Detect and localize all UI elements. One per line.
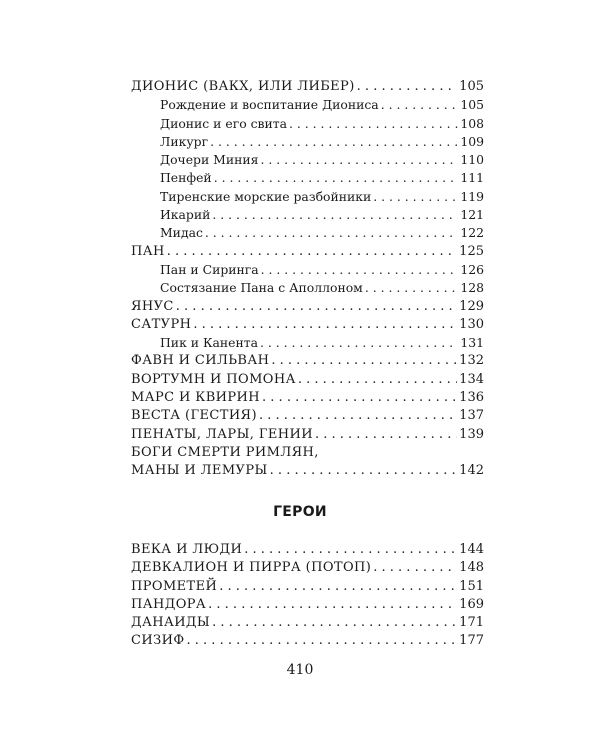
toc-entry-page: 144 — [459, 542, 484, 557]
toc-entry-page: 130 — [459, 316, 484, 332]
section-heading-heroes: ГЕРОИ — [273, 504, 327, 520]
dot-leader — [210, 133, 458, 151]
toc-entry — [131, 371, 484, 389]
toc-entry — [131, 188, 484, 206]
toc-entry-page: 110 — [460, 152, 484, 168]
dot-leader — [176, 298, 457, 316]
toc-entry-title: ДЕВКАЛИОН И ПИРРА (ПОТОП) — [131, 560, 372, 576]
toc-entry-page: 171 — [459, 615, 484, 631]
dot-leader — [167, 243, 457, 261]
toc-entry-page: 151 — [459, 578, 484, 594]
dot-leader — [259, 407, 457, 425]
dot-leader — [212, 614, 457, 632]
toc-entry-title: Рождение и воспитание Диониса — [160, 97, 379, 113]
toc-entry-page: 121 — [460, 207, 484, 223]
toc-entry-title: Мидас — [160, 225, 203, 241]
toc-entry — [131, 578, 484, 596]
toc-entry — [131, 444, 484, 462]
toc-entry — [131, 334, 484, 352]
dot-leader — [260, 151, 458, 169]
toc-entry-title: ПАН — [131, 243, 165, 259]
toc-entry — [131, 133, 484, 151]
toc-entry — [131, 407, 484, 425]
dot-leader — [193, 316, 457, 334]
toc-entry-title: Пик и Канента — [160, 335, 259, 351]
dot-leader — [244, 541, 457, 559]
dot-leader — [373, 188, 458, 206]
toc-entry-title: ПАНДОРА — [131, 596, 207, 612]
toc-entry-title: ПЕНАТЫ, ЛАРЫ, ГЕНИИ — [131, 426, 313, 442]
toc-entry — [131, 596, 484, 614]
dot-leader — [219, 578, 457, 596]
toc-entry-title: САТУРН — [131, 316, 192, 332]
toc-entry — [131, 426, 484, 444]
toc-entry-title: Дионис и его свита — [160, 115, 288, 131]
toc-entry-page: 109 — [460, 133, 484, 149]
dot-leader — [261, 261, 459, 279]
dot-leader — [315, 426, 457, 444]
toc-entry-page: 111 — [460, 170, 484, 186]
toc-entry — [131, 78, 484, 96]
toc-entry-title: ПРОМЕТЕЙ — [131, 578, 218, 594]
toc-entry-page: 169 — [459, 596, 484, 612]
table-of-contents-gods — [131, 78, 484, 481]
toc-entry-page: 126 — [460, 261, 484, 277]
dot-leader — [262, 389, 457, 407]
toc-entry-page: 142 — [459, 463, 484, 479]
toc-entry-title: ВЕКА И ЛЮДИ — [131, 542, 243, 557]
toc-entry-page: 136 — [459, 390, 484, 406]
dot-leader — [214, 169, 459, 187]
dot-leader — [381, 96, 459, 114]
toc-entry — [131, 559, 484, 577]
dot-leader — [270, 462, 458, 480]
toc-entry-title: ФАВН И СИЛЬВАН — [131, 353, 270, 369]
toc-entry-page: 108 — [460, 115, 484, 131]
toc-entry — [131, 115, 484, 133]
toc-entry-page: 177 — [459, 633, 484, 649]
toc-entry — [131, 279, 484, 297]
toc-entry — [131, 352, 484, 370]
toc-entry — [131, 169, 484, 187]
page-number: 410 — [286, 662, 314, 678]
toc-entry-page: 129 — [459, 298, 484, 314]
toc-entry — [131, 632, 484, 650]
dot-leader — [205, 224, 458, 242]
dot-leader — [373, 559, 457, 577]
dot-leader — [208, 596, 457, 614]
toc-entry-page: 137 — [459, 408, 484, 424]
toc-entry — [131, 151, 484, 169]
toc-entry-title: ВЕСТА (ГЕСТИЯ) — [131, 408, 257, 424]
toc-entry — [131, 298, 484, 316]
toc-entry-title: ВОРТУМН И ПОМОНА — [131, 371, 296, 387]
dot-leader — [271, 352, 457, 370]
toc-entry-page: 122 — [460, 225, 484, 241]
toc-entry-page: 105 — [459, 79, 484, 94]
toc-entry-page: 134 — [459, 371, 484, 387]
toc-entry-page: 125 — [459, 243, 484, 259]
toc-entry-title: МАНЫ И ЛЕМУРЫ — [131, 463, 268, 479]
toc-entry-page: 128 — [460, 280, 484, 296]
dot-leader — [260, 334, 458, 352]
toc-entry-page: 148 — [459, 560, 484, 576]
toc-entry-title: БОГИ СМЕРТИ РИМЛЯН, — [131, 444, 319, 460]
toc-entry-title: ДАНАИДЫ — [131, 615, 211, 631]
toc-entry-title: Пан и Сиринга — [160, 261, 259, 277]
toc-entry — [131, 206, 484, 224]
dot-leader — [212, 206, 458, 224]
toc-entry-title: Ликург — [160, 133, 209, 149]
toc-entry-page: 105 — [460, 97, 484, 113]
dot-leader — [357, 78, 458, 96]
toc-entry-page: 131 — [460, 335, 484, 351]
dot-leader — [187, 632, 458, 650]
toc-entry — [131, 389, 484, 407]
table-of-contents-heroes — [131, 541, 484, 651]
toc-entry-page: 119 — [460, 188, 484, 204]
dot-leader — [365, 279, 459, 297]
toc-entry-title: Тиренские морские разбойники — [160, 188, 372, 204]
dot-leader — [289, 115, 458, 133]
toc-entry-title: СИЗИФ — [131, 633, 185, 649]
toc-entry — [131, 243, 484, 261]
toc-entry — [131, 96, 484, 114]
toc-entry-page: 132 — [459, 353, 484, 369]
toc-entry — [131, 224, 484, 242]
toc-entry-title: ДИОНИС (ВАКХ, ИЛИ ЛИБЕР) — [131, 79, 355, 94]
toc-entry-title: МАРС И КВИРИН — [131, 390, 261, 406]
toc-entry-title: Дочери Миния — [160, 152, 259, 168]
toc-entry-page: 139 — [459, 426, 484, 442]
toc-entry-title: ЯНУС — [131, 298, 174, 314]
toc-entry-title: Состязание Пана с Аполлоном — [160, 280, 363, 296]
dot-leader — [298, 371, 457, 389]
toc-entry-title: Пенфей — [160, 170, 212, 186]
toc-entry — [131, 541, 484, 559]
toc-entry — [131, 316, 484, 334]
toc-entry-title: Икарий — [160, 207, 211, 223]
toc-entry — [131, 614, 484, 632]
toc-entry — [131, 462, 484, 480]
toc-entry — [131, 261, 484, 279]
